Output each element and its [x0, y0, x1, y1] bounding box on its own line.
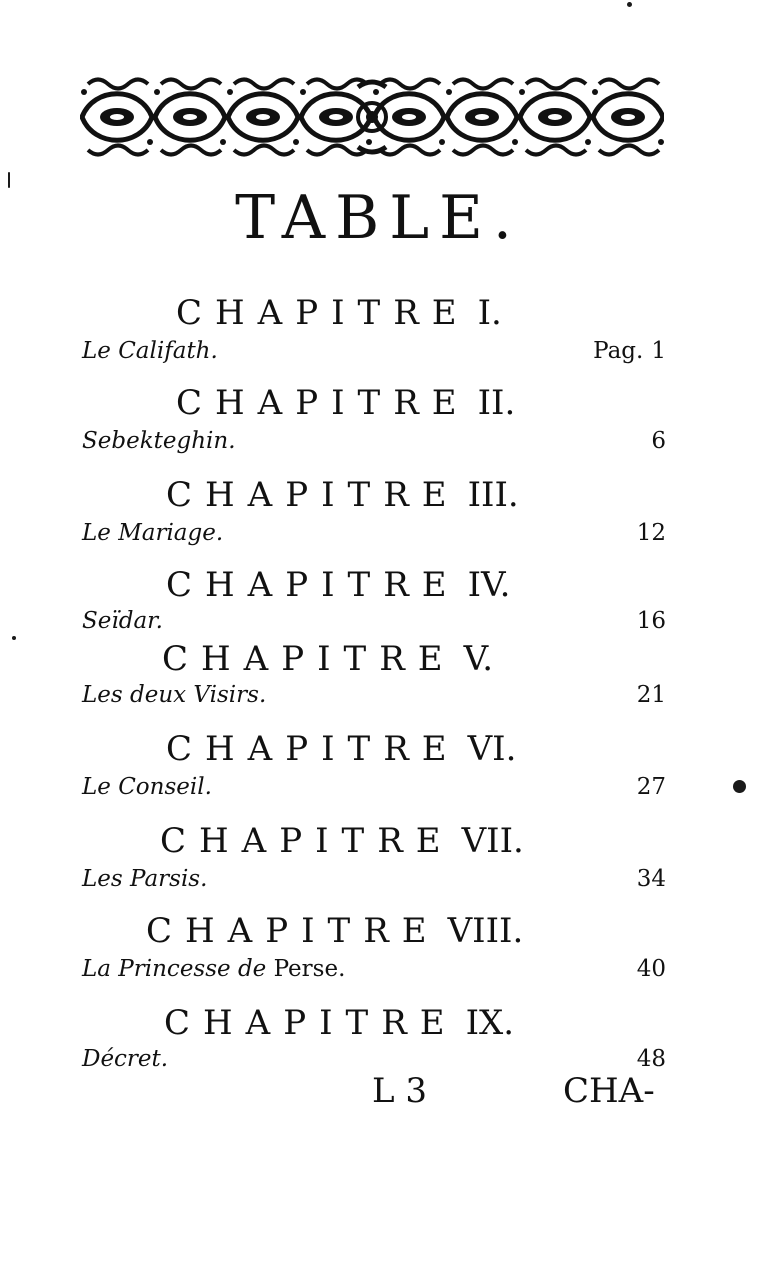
toc-entry[interactable] — [82, 864, 666, 898]
chapter-title-italic: La Princesse de — [82, 956, 267, 982]
page-label: Pag. — [593, 338, 644, 364]
chapter-numeral: VII. — [461, 821, 524, 861]
page-number: 16 — [636, 608, 666, 634]
chapter-word: CHAPITRE — [176, 383, 470, 423]
toc-entry[interactable] — [82, 772, 666, 806]
chapter-word: CHAPITRE — [160, 821, 454, 861]
chapter-heading — [160, 821, 524, 861]
chapter-word: CHAPITRE — [166, 729, 460, 769]
page-number — [593, 336, 666, 366]
chapter-title-roman: Perse. — [273, 956, 346, 982]
toc-entry[interactable] — [82, 518, 666, 552]
page-number: 48 — [636, 1046, 666, 1072]
chapter-numeral: VI. — [467, 729, 517, 769]
chapter-title: Seïdar. — [82, 608, 163, 634]
chapter-heading — [166, 475, 519, 515]
ink-spot — [8, 172, 10, 188]
chapter-word: CHAPITRE — [146, 911, 440, 951]
ink-spot — [627, 2, 632, 7]
chapter-word: CHAPITRE — [164, 1003, 458, 1043]
chapter-heading — [146, 911, 524, 951]
toc-entry[interactable] — [82, 606, 666, 640]
chapter-heading — [166, 565, 511, 605]
catchword: CHA- — [563, 1071, 655, 1111]
chapter-numeral: I. — [477, 293, 502, 333]
chapter-heading — [166, 729, 517, 769]
ink-spot — [12, 636, 16, 640]
page-value: 1 — [651, 338, 666, 364]
chapter-title — [82, 954, 345, 984]
signature-mark: L 3 — [372, 1071, 428, 1111]
chapter-title: Sebekteghin. — [82, 428, 236, 454]
chapter-word: CHAPITRE — [176, 293, 470, 333]
chapter-title: Décret. — [82, 1046, 169, 1072]
chapter-numeral: V. — [463, 639, 494, 679]
page-number: 27 — [636, 774, 666, 800]
toc-entry[interactable] — [82, 426, 666, 460]
chapter-title: Les Parsis. — [82, 866, 208, 892]
chapter-heading — [164, 1003, 515, 1043]
chapter-numeral: II. — [477, 383, 516, 423]
toc-entry[interactable] — [82, 954, 666, 988]
page-number: 21 — [636, 682, 666, 708]
toc-entry[interactable] — [82, 336, 666, 370]
page-title: TABLE. — [235, 183, 522, 253]
chapter-title: Le Mariage. — [82, 520, 224, 546]
page-number: 12 — [636, 520, 666, 546]
chapter-word: CHAPITRE — [166, 475, 460, 515]
toc-entry[interactable] — [82, 680, 666, 714]
chapter-heading — [176, 383, 516, 423]
chapter-title: Le Califath. — [82, 338, 218, 364]
chapter-heading — [176, 293, 502, 333]
chapter-title: Le Conseil. — [82, 774, 212, 800]
chapter-title: Les deux Visirs. — [82, 682, 267, 708]
chapter-numeral: IV. — [467, 565, 511, 605]
chapter-word: CHAPITRE — [166, 565, 460, 605]
chapter-heading — [162, 639, 494, 679]
chapter-numeral: IX. — [465, 1003, 515, 1043]
ornamental-headpiece-icon — [80, 74, 664, 160]
page-number: 6 — [651, 428, 666, 454]
page-number: 40 — [636, 956, 666, 982]
chapter-word: CHAPITRE — [162, 639, 456, 679]
chapter-numeral: VIII. — [447, 911, 524, 951]
page-number: 34 — [636, 866, 666, 892]
chapter-numeral: III. — [467, 475, 519, 515]
ink-spot — [733, 780, 746, 793]
